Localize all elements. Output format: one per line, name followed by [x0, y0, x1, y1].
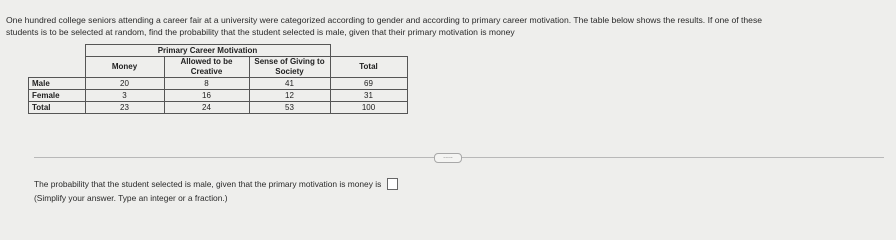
answer-input[interactable] [387, 178, 398, 190]
answer-prompt: The probability that the student selected is male, given that the primary motivation is money is [34, 179, 382, 189]
row-label-female: Female [29, 90, 86, 102]
table-cell: 8 [164, 78, 249, 90]
row-label-total: Total [29, 102, 86, 114]
motivation-table [28, 44, 408, 114]
col-header-society: Sense of Giving to Society [249, 57, 330, 78]
table-cell: 23 [85, 102, 164, 114]
col-header-total: Total [330, 57, 407, 78]
table-cell: 41 [249, 78, 330, 90]
answer-prompt-row [34, 178, 398, 191]
table-corner [29, 45, 86, 57]
col-header-money: Money [85, 57, 164, 78]
table-cell: 100 [330, 102, 407, 114]
row-label-male: Male [29, 78, 86, 90]
table-corner-right [330, 45, 407, 57]
table-corner-2 [29, 57, 86, 78]
problem-statement [6, 14, 886, 38]
table-cell: 12 [249, 90, 330, 102]
col-header-creative: Allowed to be Creative [164, 57, 249, 78]
problem-line-2: students is to be selected at random, find the probability that the student selected is male, given that their primary motivation is money [6, 27, 515, 37]
table-cell: 3 [85, 90, 164, 102]
table-cell: 53 [249, 102, 330, 114]
table-cell: 24 [164, 102, 249, 114]
table-row [29, 90, 408, 102]
answer-hint: (Simplify your answer. Type an integer or a fraction.) [34, 193, 228, 203]
table-cell: 20 [85, 78, 164, 90]
table-row [29, 78, 408, 90]
table-cell: 69 [330, 78, 407, 90]
table-cell: 16 [164, 90, 249, 102]
table-cell: 31 [330, 90, 407, 102]
table-group-title: Primary Career Motivation [85, 45, 330, 57]
problem-line-1: One hundred college seniors attending a career fair at a university were categorized according to gender and according to primary career motivation. The table below shows the results. If one of these [6, 15, 763, 25]
expand-more-button[interactable]: ..... [434, 153, 462, 163]
table-row [29, 102, 408, 114]
